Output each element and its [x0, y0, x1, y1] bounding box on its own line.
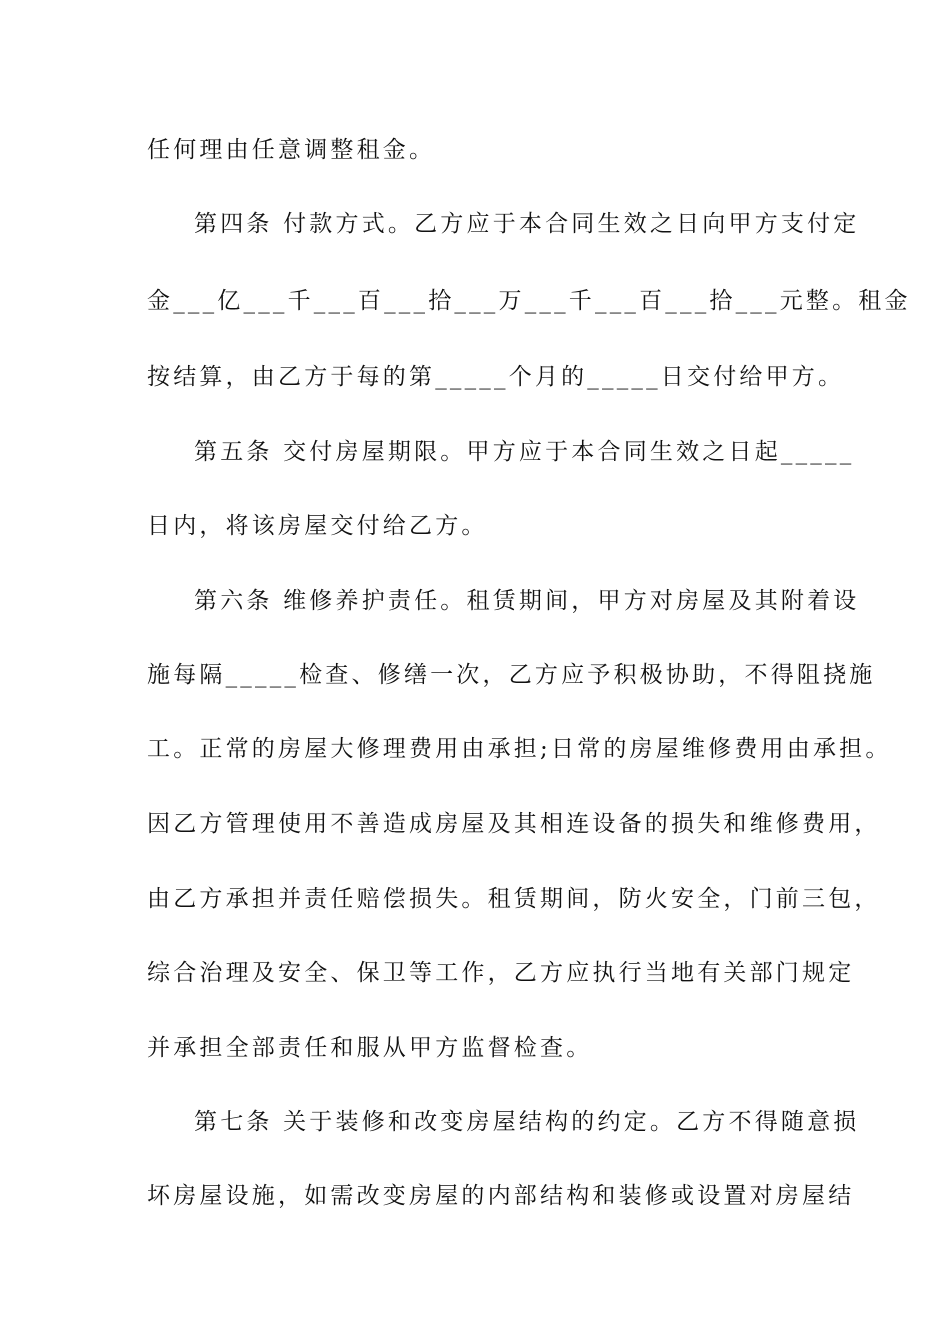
text-line: 并承担全部责任和服从甲方监督检查。: [147, 1035, 593, 1061]
article-7-start: 第七条 关于装修和改变房屋结构的约定。乙方不得随意损: [194, 1109, 860, 1135]
text-line: 任何理由任意调整租金。: [147, 137, 436, 163]
text-line: 坏房屋设施，如需改变房屋的内部结构和装修或设置对房屋结: [147, 1183, 855, 1209]
text-line: 金___亿___千___百___拾___万___千___百___拾___元整。租金: [147, 288, 911, 314]
text-line: 施每隔_____检查、修缮一次，乙方应予积极协助，不得阻挠施: [147, 662, 876, 688]
text-line: 由乙方承担并责任赔偿损失。租赁期间，防火安全，门前三包，: [147, 886, 881, 912]
article-4-start: 第四条 付款方式。乙方应于本合同生效之日向甲方支付定: [194, 211, 860, 237]
text-line: 日内，将该房屋交付给乙方。: [147, 513, 488, 539]
text-line: 按结算，由乙方于每的第_____个月的_____日交付给甲方。: [147, 364, 845, 390]
text-line: 工。正常的房屋大修理费用由承担;日常的房屋维修费用由承担。: [147, 736, 892, 762]
text-line: 因乙方管理使用不善造成房屋及其相连设备的损失和维修费用，: [147, 811, 881, 837]
article-5-start: 第五条 交付房屋期限。甲方应于本合同生效之日起_____: [194, 439, 855, 465]
text-line: 综合治理及安全、保卫等工作，乙方应执行当地有关部门规定: [147, 960, 855, 986]
article-6-start: 第六条 维修养护责任。租赁期间，甲方对房屋及其附着设: [194, 588, 860, 614]
